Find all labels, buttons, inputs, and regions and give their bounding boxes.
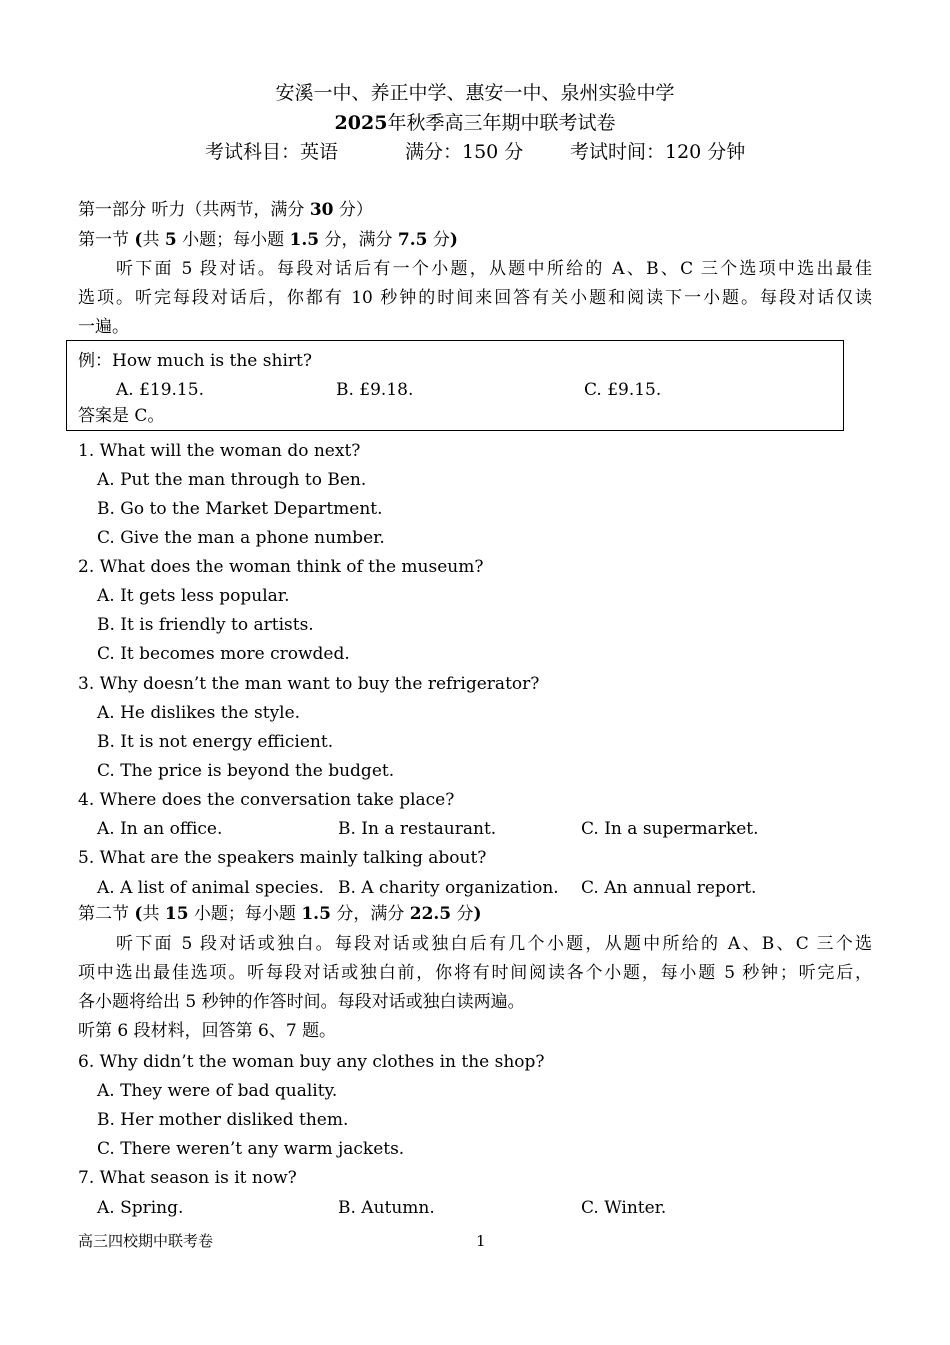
section2-heading-b: ( (134, 904, 143, 924)
question-2: 2. What does the woman think of the museum? (78, 557, 484, 577)
section1-heading-h: 7.5 (397, 230, 428, 250)
section2-heading-h: 22.5 (409, 904, 452, 924)
question-5-option-b: B. A charity organization. (338, 878, 559, 898)
section2-heading-a: 第二节 (78, 904, 135, 924)
section2-instructions-3: 各小题将给出 5 秒钟的作答时间。每段对话或独白读两遍。 (78, 992, 525, 1012)
question-6-option-b: B. Her mother disliked them. (97, 1110, 349, 1130)
section1-instructions-2: 选项。听完每段对话后，你都有 10 秒钟的时间来回答有关小题和阅读下一小题。每段对话仅读 (78, 288, 872, 308)
question-5: 5. What are the speakers mainly talking about? (78, 848, 487, 868)
material-6-instruction: 听第 6 段材料，回答第 6、7 题。 (78, 1021, 337, 1041)
section1-heading-j: ) (449, 230, 458, 250)
section2-heading-c: 共 (142, 904, 165, 924)
example-question: 例：How much is the shirt? (78, 351, 312, 371)
question-1: 1. What will the woman do next? (78, 441, 361, 461)
section1-instructions-3: 一遍。 (78, 317, 129, 337)
question-3-option-c: C. The price is beyond the budget. (97, 761, 395, 781)
section1-heading-i: 分 (427, 230, 450, 250)
section1-heading-f: 1.5 (289, 230, 320, 250)
part1-heading-prefix: 第一部分 听力（共两节，满分 (78, 200, 310, 220)
section2-heading-d: 15 (164, 904, 189, 924)
part1-heading-num: 30 (309, 200, 334, 220)
part1-heading-suffix: 分） (333, 200, 373, 220)
question-7-option-c: C. Winter. (581, 1198, 667, 1218)
question-6-option-a: A. They were of bad quality. (97, 1081, 338, 1101)
footer-label: 高三四校期中联考卷 (78, 1232, 214, 1250)
question-3-option-b: B. It is not energy efficient. (97, 732, 334, 752)
page-number: 1 (476, 1232, 486, 1250)
example-option-b: B. £9.18. (336, 380, 414, 400)
question-7-option-a: A. Spring. (97, 1198, 184, 1218)
section1-heading-e: 小题；每小题 (176, 230, 290, 250)
section1-heading-d: 5 (164, 230, 177, 250)
section2-instructions-1: 听下面 5 段对话或独白。每段对话或独白后有几个小题，从题中所给的 A、B、C 三个选 (116, 934, 872, 954)
section2-heading (78, 904, 482, 924)
exam-title-rest: 年秋季高三年期中联考试卷 (387, 112, 616, 134)
example-option-c: C. £9.15. (584, 380, 662, 400)
question-5-option-c: C. An annual report. (581, 878, 757, 898)
question-7: 7. What season is it now? (78, 1168, 297, 1188)
section2-instructions-2: 项中选出最佳选项。听每段对话或独白前，你将有时间阅读各个小题，每小题 5 秒钟；听完后， (78, 963, 872, 983)
question-3-option-a: A. He dislikes the style. (97, 703, 301, 723)
section2-heading-f: 1.5 (301, 904, 331, 924)
exam-subject: 考试科目：英语 (205, 141, 339, 163)
question-4-option-b: B. In a restaurant. (338, 819, 497, 839)
question-4: 4. Where does the conversation take place? (78, 790, 455, 810)
exam-score: 满分：150 分 (405, 141, 524, 163)
exam-time: 考试时间：120 分钟 (570, 141, 746, 163)
section2-heading-i: 分 (451, 904, 474, 924)
section2-heading-g: 分，满分 (330, 904, 410, 924)
question-1-option-b: B. Go to the Market Department. (97, 499, 383, 519)
question-2-option-a: A. It gets less popular. (97, 586, 290, 606)
example-answer: 答案是 C。 (78, 406, 165, 426)
section1-heading-a: 第一节 (78, 230, 135, 250)
question-1-option-a: A. Put the man through to Ben. (97, 470, 367, 490)
part1-heading (78, 200, 373, 220)
question-3: 3. Why doesn’t the man want to buy the refrigerator? (78, 674, 540, 694)
section1-heading-c: 共 (142, 230, 165, 250)
question-2-option-c: C. It becomes more crowded. (97, 644, 350, 664)
section1-instructions-1: 听下面 5 段对话。每段对话后有一个小题，从题中所给的 A、B、C 三个选项中选出最佳 (116, 259, 872, 279)
exam-title-year: 2025 (334, 112, 388, 134)
question-7-option-b: B. Autumn. (338, 1198, 435, 1218)
exam-title (0, 111, 950, 135)
example-option-a: A. £19.15. (116, 380, 204, 400)
section1-heading-b: ( (134, 230, 143, 250)
question-6-option-c: C. There weren’t any warm jackets. (97, 1139, 405, 1159)
question-1-option-c: C. Give the man a phone number. (97, 528, 385, 548)
question-5-option-a: A. A list of animal species. (97, 878, 324, 898)
question-4-option-c: C. In a supermarket. (581, 819, 759, 839)
question-4-option-a: A. In an office. (97, 819, 223, 839)
section1-heading (78, 230, 458, 250)
question-6: 6. Why didn’t the woman buy any clothes in the shop? (78, 1052, 545, 1072)
section2-heading-e: 小题；每小题 (188, 904, 302, 924)
section1-heading-g: 分，满分 (319, 230, 398, 250)
school-names: 安溪一中、养正中学、惠安一中、泉州实验中学 (275, 82, 675, 104)
section2-heading-j: ) (473, 904, 482, 924)
question-2-option-b: B. It is friendly to artists. (97, 615, 314, 635)
